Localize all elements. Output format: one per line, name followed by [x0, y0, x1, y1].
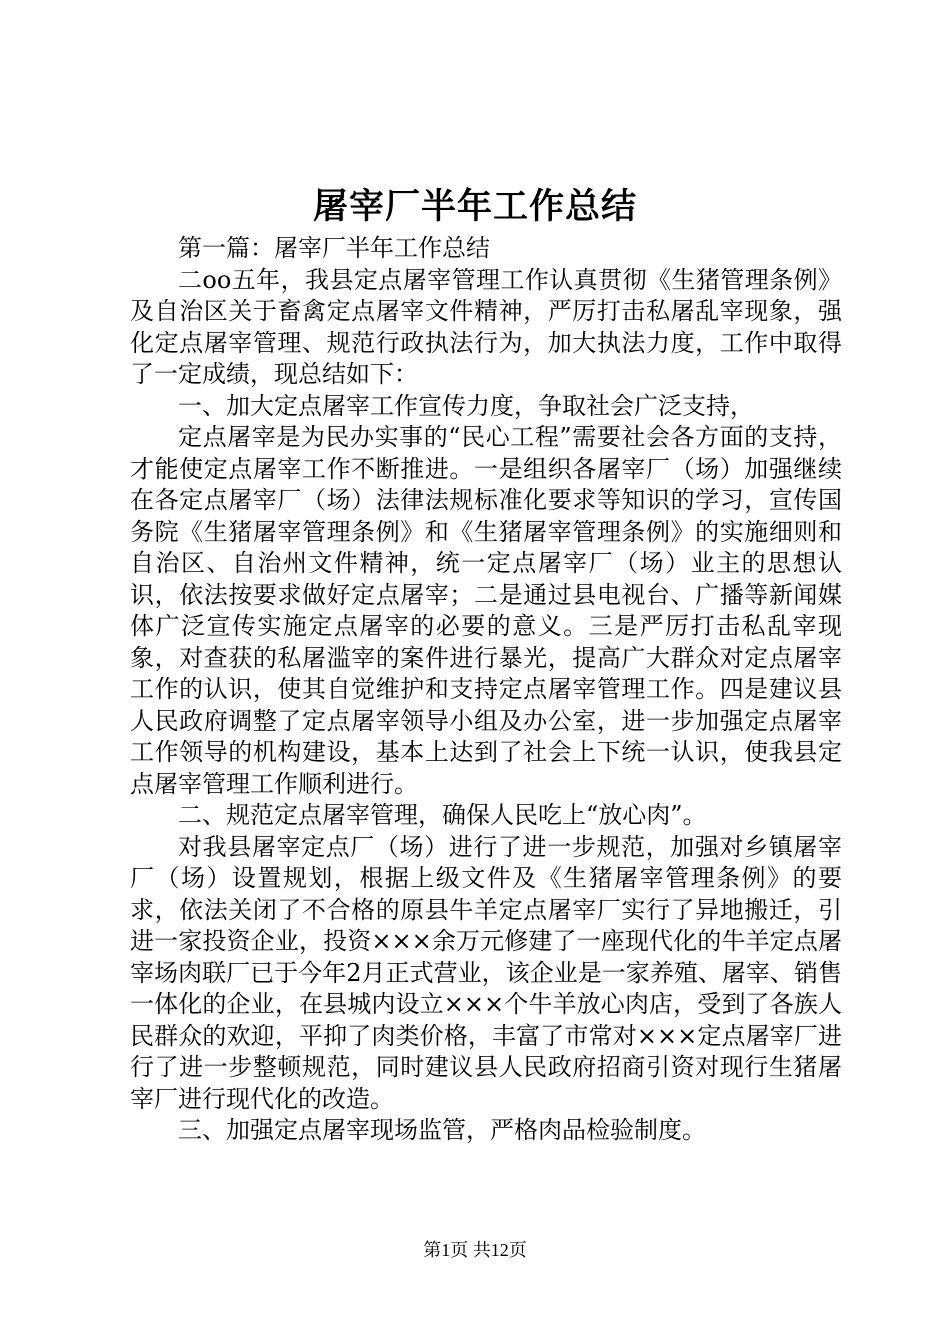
- section-heading-part-one: 第一篇：屠宰厂半年工作总结: [178, 234, 490, 262]
- section-heading-one: 一、加大定点屠宰工作宣传力度，争取社会广泛支持，: [178, 391, 754, 420]
- page-number-footer: 第1页 共12页: [423, 1240, 527, 1260]
- intro-paragraph: 二oo五年，我县定点屠宰管理工作认真贯彻《生猪管理条例》及自治区关于畜禽定点屠宰文件精神，严厉打击私屠乱宰现象，强化定点屠宰管理、规范行政执法行为，加大执法力度，工作中取得了一定成绩，现总结如下：: [130, 265, 842, 388]
- document-title: 屠宰厂半年工作总结: [312, 186, 637, 227]
- section-one-paragraph: 定点屠宰是为民办实事的“民心工程”需要社会各方面的支持，才能使定点屠宰工作不断推进。一是组织各屠宰厂（场）加强继续在各定点屠宰厂（场）法律法规标准化要求等知识的学习，宣传国务院《生猪屠宰管理条例》和《生猪屠宰管理条例》的实施细则和自治区、自治州文件精神，统一定点屠宰厂（场）业主的思想认识，依法按要求做好定点屠宰；二是通过县电视台、广播等新闻媒体广泛宣传实施定点屠宰的必要的意义。三是严厉打击私乱宰现象，对查获的私屠滥宰的案件进行暴光，提高广大群众对定点屠宰工作的认识，使其自觉维护和支持定点屠宰管理工作。四是建议县人民政府调整了定点屠宰领导小组及办公室，进一步加强定点屠宰工作领导的机构建设，基本上达到了社会上下统一认识，使我县定点屠宰管理工作顺利进行。: [130, 423, 842, 798]
- section-heading-two: 二、规范定点屠宰管理，确保人民吃上“放心肉”。: [178, 801, 707, 829]
- section-heading-three: 三、加强定点屠宰现场监管，严格肉品检验制度。: [178, 1116, 706, 1144]
- document-body: [130, 233, 842, 1147]
- section-two-paragraph: 对我县屠宰定点厂（场）进行了进一步规范，加强对乡镇屠宰厂（场）设置规划，根据上级文件及《生猪屠宰管理条例》的要求，依法关闭了不合格的原县牛羊定点屠宰厂实行了异地搬迁，引进一家投资企业，投资×××余万元修建了一座现代化的牛羊定点屠宰场肉联厂已于今年2月正式营业，该企业是一家养殖、屠宰、销售一体化的企业，在县城内设立×××个牛羊放心肉店，受到了各族人民群众的欢迎，平抑了肉类价格，丰富了市常对×××定点屠宰厂进行了进一步整顿规范，同时建议县人民政府招商引资对现行生猪屠宰厂进行现代化的改造。: [130, 832, 842, 1113]
